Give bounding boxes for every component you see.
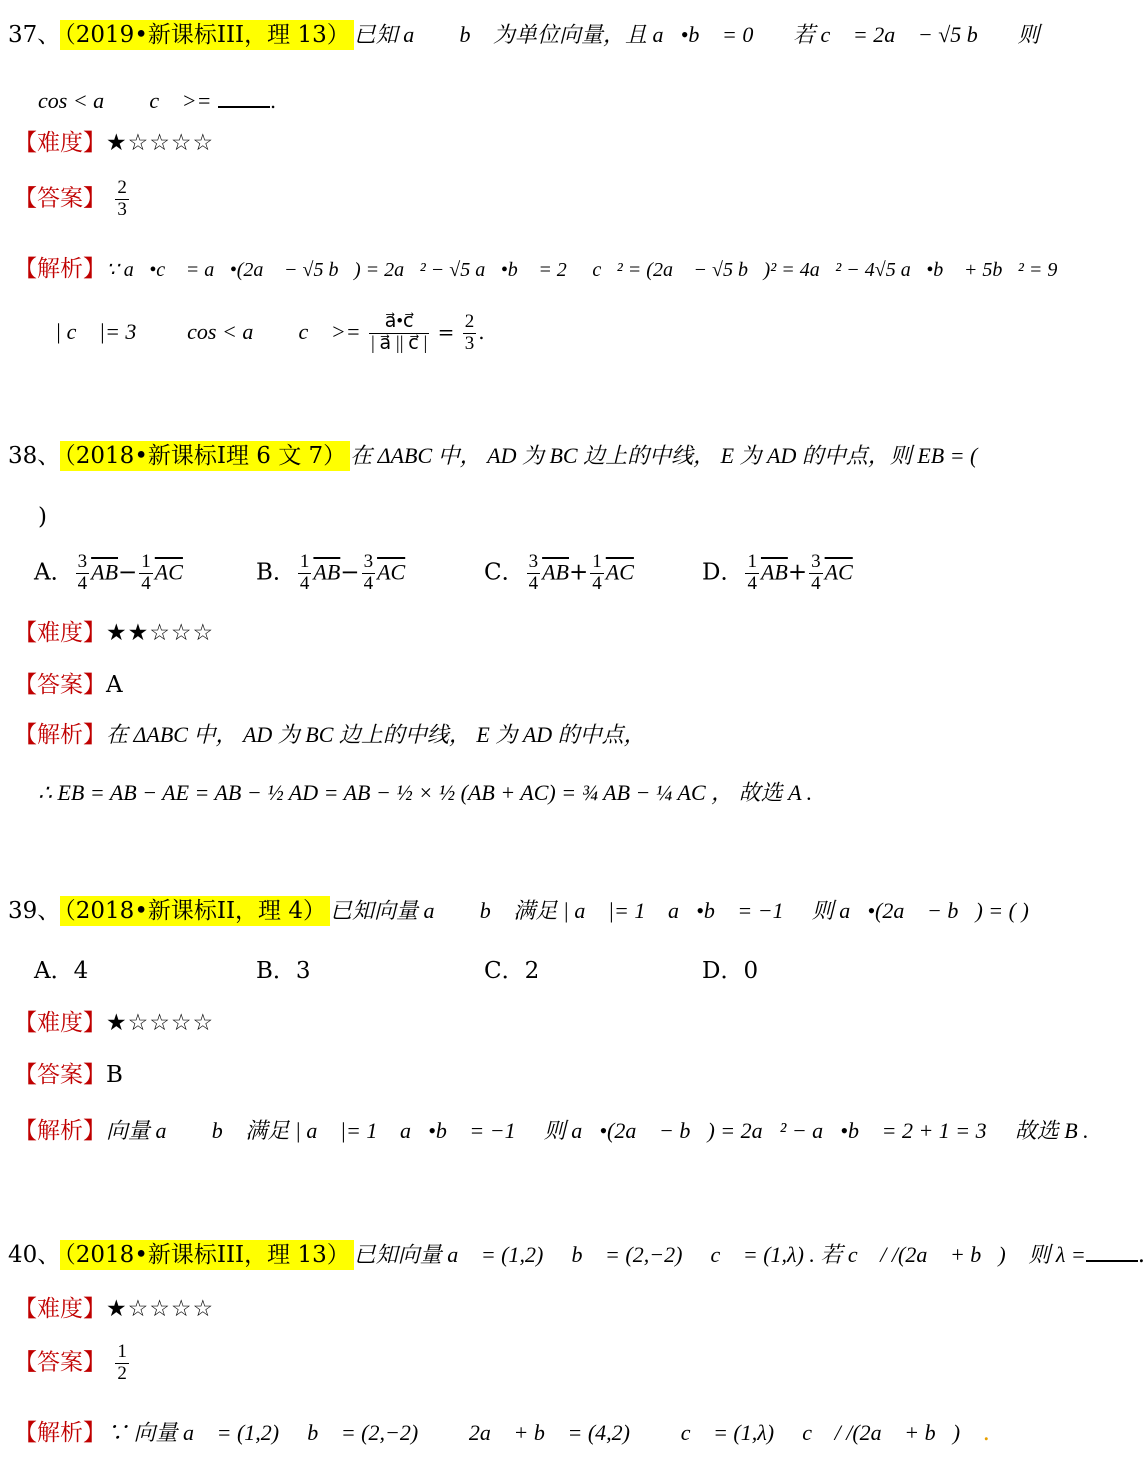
q39-difficulty-stars: ★☆☆☆☆ <box>106 1010 215 1036</box>
q38-analysis-label: 【解析】 <box>14 722 106 748</box>
q38-option-b[interactable]: B． $\frac{1}{4}$ $\overline{AB}-$ $\frac{3}{4}$ $\overline{AC}$ <box>256 551 406 594</box>
q37-difficulty <box>14 130 1071 158</box>
q37-answer <box>14 178 1071 221</box>
q39-option-a[interactable]: A．4 <box>34 958 89 984</box>
q38-analysis-1 <box>14 722 1071 750</box>
q39-answer <box>14 1062 1071 1090</box>
q37-answer-blank <box>218 84 270 108</box>
q40-analysis-label: 【解析】 <box>14 1420 106 1446</box>
q40-analysis-1 <box>14 1420 1071 1448</box>
q37-stem-text2: cos < a⃗ ， c⃗ >= <box>38 88 212 113</box>
q37-analysis-label: 【解析】 <box>14 256 106 282</box>
q40-source-badge: （2018•新课标III，理 13） <box>60 1240 353 1270</box>
q37-number: 37、 <box>8 22 61 48</box>
q38-option-c[interactable]: C． $\frac{3}{4}$ $\overline{AB}+$ $\frac{1}{4}$ $\overline{AC}$ <box>484 551 634 594</box>
q40-analysis-text1: ∵ 向量 a⃗ = (1,2) ， b⃗ = (2,−2) ， ∴ 2a⃗ + b⃗ = (4,2) ， ∵ c⃗ = (1,λ) ， c⃗ / /(2a⃗ + b⃗) ， <box>106 1420 983 1445</box>
q37-analysis-2: ∴| c⃗ |= 3 ， ∴ cos < a⃗ ， c⃗ >= $\frac{a⃗•c⃗}{| a⃗ || c⃗ |}$ = $\frac{2}{3}$ . <box>38 311 485 354</box>
q39-option-c[interactable]: C．2 <box>484 958 540 984</box>
q38-stem-text: 在 ΔABC 中， AD 为 BC 边上的中线， E 为 AD 的中点，则 EB = ( <box>350 443 978 468</box>
q39-answer-label: 【答案】 <box>14 1062 106 1088</box>
q39-number: 39、 <box>8 898 61 924</box>
q37-analysis-fraction2: $\frac{2}{3}$ <box>464 311 475 354</box>
q38-stem-line <box>8 443 1071 471</box>
q40-difficulty-stars: ★☆☆☆☆ <box>106 1296 215 1322</box>
q38-answer-value: A <box>106 672 123 698</box>
q40-difficulty <box>14 1296 1071 1324</box>
q37-difficulty-label: 【难度】 <box>14 130 106 156</box>
q40-analysis-dot: . <box>982 1420 990 1446</box>
q40-answer-label: 【答案】 <box>14 1349 106 1376</box>
q39-analysis-1 <box>14 1118 1089 1146</box>
q38-analysis-text2: ∴ EB = AB − AE = AB − ½ AD = AB − ½ × ½ (AB + AC) = ¾ AB − ¼ AC ， 故选 A . <box>38 780 813 805</box>
q39-analysis-label: 【解析】 <box>14 1118 106 1144</box>
q40-answer <box>14 1342 1071 1385</box>
q39-difficulty-label: 【难度】 <box>14 1010 106 1036</box>
q38-answer-label: 【答案】 <box>14 672 106 698</box>
q37-analysis-1 <box>14 256 1078 284</box>
q37-analysis-text1: ∵ a⃗•c⃗ = a⃗•(2a⃗ − √5 b⃗) = 2a⃗² − √5 a⃗•b⃗ = 2 ， c⃗² = (2a⃗ − √5 b⃗)² = 4a⃗² − 4√5 a⃗•b⃗ + 5b⃗² = 9 ， <box>106 259 1078 281</box>
q40-stem-text: 已知向量 a⃗ = (1,2) ， b⃗ = (2,−2) ， c⃗ = (1,λ) . 若 c⃗ / /(2a⃗ + b⃗) ，则 λ = <box>353 1242 1086 1267</box>
q40-number: 40、 <box>8 1242 61 1268</box>
q38-difficulty <box>14 620 1071 648</box>
q38-number: 38、 <box>8 443 61 469</box>
q39-option-d[interactable]: D．0 <box>702 958 759 984</box>
q37-stem-line2: cos < a⃗ ， c⃗ >= . <box>38 84 1071 114</box>
q39-source-badge: （2018•新课标II，理 4） <box>60 896 330 926</box>
q37-answer-label: 【答案】 <box>14 185 106 212</box>
q37-answer-fraction: $\frac{2}{3}$ <box>117 177 127 220</box>
q38-difficulty-label: 【难度】 <box>14 620 106 646</box>
q40-answer-fraction: $\frac{1}{2}$ <box>117 1341 127 1384</box>
q39-option-b[interactable]: B．3 <box>256 958 311 984</box>
q37-stem-line <box>8 22 1071 50</box>
q38-source-badge: （2018•新课标I理 6 文 7） <box>60 441 350 471</box>
q40-answer-blank <box>1086 1238 1138 1262</box>
q38-difficulty-stars: ★★☆☆☆ <box>106 620 215 646</box>
q37-stem-text: 已知 a⃗ ， b⃗ 为单位向量，且 a⃗•b⃗ = 0⃗ ，若 c⃗ = 2a⃗ − √5 b⃗ ，则 <box>353 22 1040 47</box>
q37-analysis-fraction: $\frac{a⃗•c⃗}{| a⃗ || c⃗ |}$ <box>370 311 428 354</box>
q40-difficulty-label: 【难度】 <box>14 1296 106 1322</box>
q37-source-badge: （2019•新课标III，理 13） <box>60 20 353 50</box>
q38-option-d[interactable]: D． $\frac{1}{4}$ $\overline{AB}+$ $\frac{3}{4}$ $\overline{AC}$ <box>702 551 853 594</box>
q39-stem-text: 已知向量 a⃗ ， b⃗ 满足 | a⃗ |= 1， a⃗•b⃗ = −1 ， 则 a⃗•(2a⃗ − b⃗) = ( ) <box>330 898 1029 923</box>
q38-answer <box>14 672 1071 700</box>
q40-stem-line: 40、 （2018•新课标III，理 13） 已知向量 a⃗ = (1,2) ， b⃗ = (2,−2) ， c⃗ = (1,λ) . 若 c⃗ / /(2a⃗ + b⃗) ，则 λ = . <box>8 1238 1071 1270</box>
q38-stem-line2: ) <box>38 504 47 530</box>
q37-analysis-text2: ∴| c⃗ |= 3 ， ∴ cos < a⃗ ， c⃗ >= <box>38 318 361 344</box>
q39-stem-line <box>8 898 1071 926</box>
q39-difficulty <box>14 1010 1071 1038</box>
q38-option-a[interactable]: A． $\frac{3}{4}$ $\overline{AB}-$ $\frac{1}{4}$ $\overline{AC}$ <box>34 551 183 594</box>
q39-answer-value: B <box>106 1062 123 1088</box>
q39-analysis-text1: 向量 a⃗ ， b⃗ 满足 | a⃗ |= 1， a⃗•b⃗ = −1 ， 则 a⃗•(2a⃗ − b⃗) = 2a⃗² − a⃗•b⃗ = 2 + 1 = 3 ， 故选 B . <box>106 1118 1089 1143</box>
q38-analysis-2 <box>38 780 1071 806</box>
q38-analysis-text1: 在 ΔABC 中， AD 为 BC 边上的中线， E 为 AD 的中点， <box>106 722 646 747</box>
q37-difficulty-stars: ★☆☆☆☆ <box>106 130 215 156</box>
